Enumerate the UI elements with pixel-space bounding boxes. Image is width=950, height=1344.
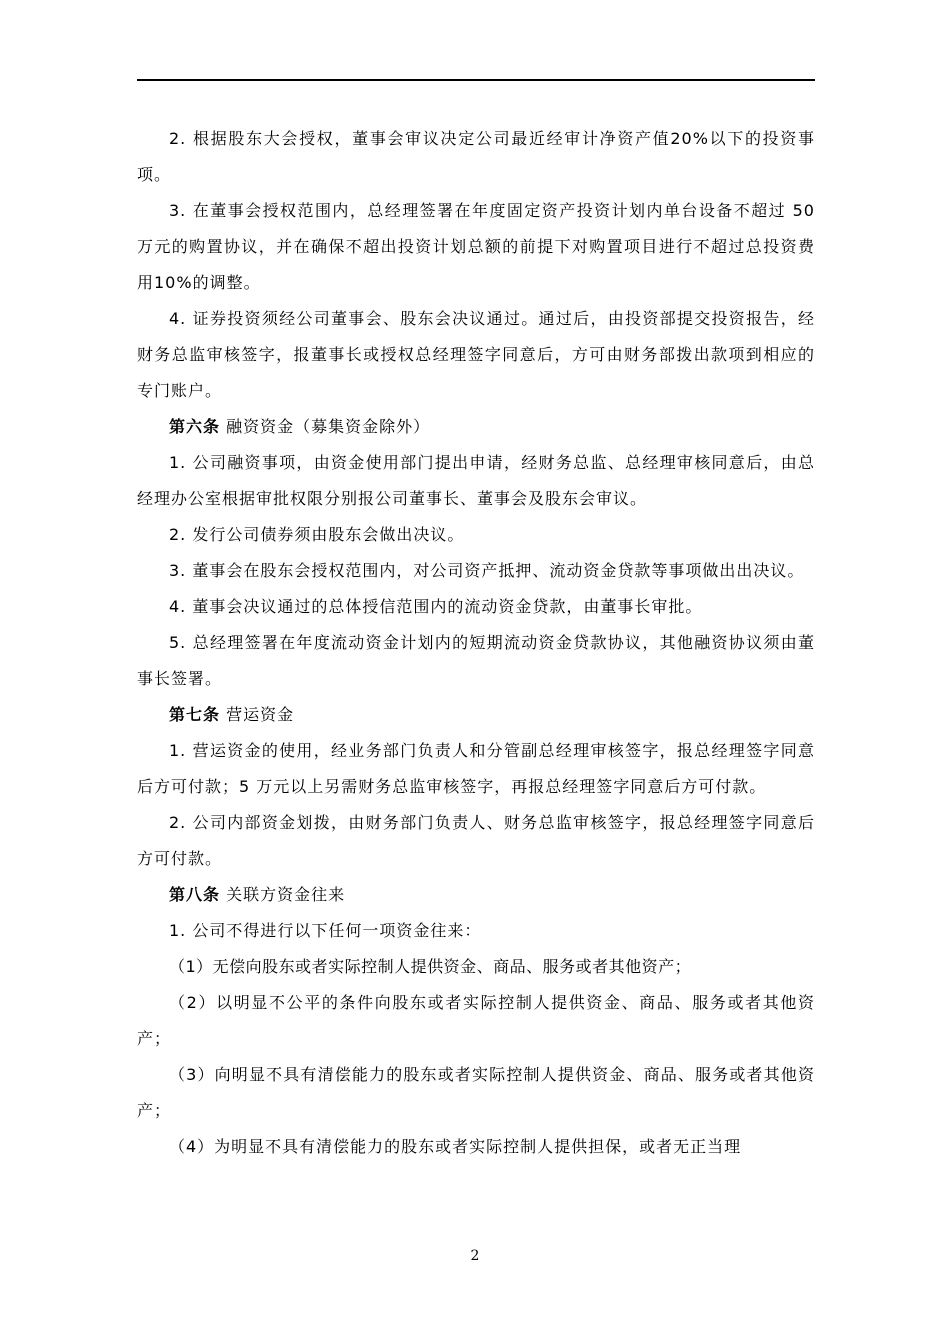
page-number: 2 — [470, 1248, 480, 1264]
article-8-title: 关联方资金往来 — [226, 885, 346, 904]
article-7-heading — [137, 697, 815, 733]
paragraph-operating-1: 1. 营运资金的使用，经业务部门负责人和分管副总经理审核签字，报总经理签字同意后方可付款；5 万元以上另需财务总监审核签字，再报总经理签字同意后方可付款。 — [137, 741, 815, 796]
paragraph-operating-2: 2. 公司内部资金划拨，由财务部门负责人、财务总监审核签字，报总经理签字同意后方可付款。 — [137, 813, 815, 868]
paragraph-related-item-2: （2）以明显不公平的条件向股东或者实际控制人提供资金、商品、服务或者其他资产； — [137, 993, 815, 1048]
paragraph-finance-3: 3. 董事会在股东会授权范围内，对公司资产抵押、流动资金贷款等事项做出出决议。 — [169, 561, 805, 580]
article-7-title: 营运资金 — [226, 705, 295, 724]
paragraph-invest-3: 3. 在董事会授权范围内，总经理签署在年度固定资产投资计划内单台设备不超过 50 万元的购置协议，并在确保不超出投资计划总额的前提下对购置项目进行不超过总投资费用10%的调整。 — [137, 201, 822, 292]
paragraph-related-item-4: （4）为明显不具有清偿能力的股东或者实际控制人提供担保，或者无正当理 — [169, 1137, 742, 1156]
paragraph-related-item-3: （3）向明显不具有清偿能力的股东或者实际控制人提供资金、商品、服务或者其他资产； — [137, 1065, 815, 1120]
article-8-number: 第八条 — [169, 885, 221, 904]
paragraph-finance-4: 4. 董事会决议通过的总体授信范围内的流动资金贷款，由董事长审批。 — [169, 597, 703, 616]
paragraph-finance-2: 2. 发行公司债券须由股东会做出决议。 — [169, 525, 465, 544]
header-rule — [137, 79, 815, 81]
paragraph-related-1: 1. 公司不得进行以下任何一项资金往来： — [169, 921, 482, 940]
paragraph-finance-5: 5. 总经理签署在年度流动资金计划内的短期流动资金贷款协议，其他融资协议须由董事长签署。 — [137, 633, 815, 688]
paragraph-invest-2: 2. 根据股东大会授权，董事会审议决定公司最近经审计净资产值20%以下的投资事项。 — [137, 129, 815, 184]
article-8-heading — [137, 877, 815, 913]
paragraph-invest-4: 4. 证券投资须经公司董事会、股东会决议通过。通过后，由投资部提交投资报告，经财务总监审核签字，报董事长或授权总经理签字同意后，方可由财务部拨出款项到相应的专门账户。 — [137, 309, 815, 400]
paragraph-finance-1: 1. 公司融资事项，由资金使用部门提出申请，经财务总监、总经理审核同意后，由总经理办公室根据审批权限分别报公司董事长、董事会及股东会审议。 — [137, 453, 815, 508]
article-7-number: 第七条 — [169, 705, 221, 724]
article-6-heading — [137, 409, 815, 445]
paragraph-related-item-1: （1）无偿向股东或者实际控制人提供资金、商品、服务或者其他资产； — [169, 957, 692, 976]
document-body — [137, 121, 822, 1165]
article-6-number: 第六条 — [169, 417, 221, 436]
article-6-title: 融资资金（募集资金除外） — [226, 417, 431, 436]
